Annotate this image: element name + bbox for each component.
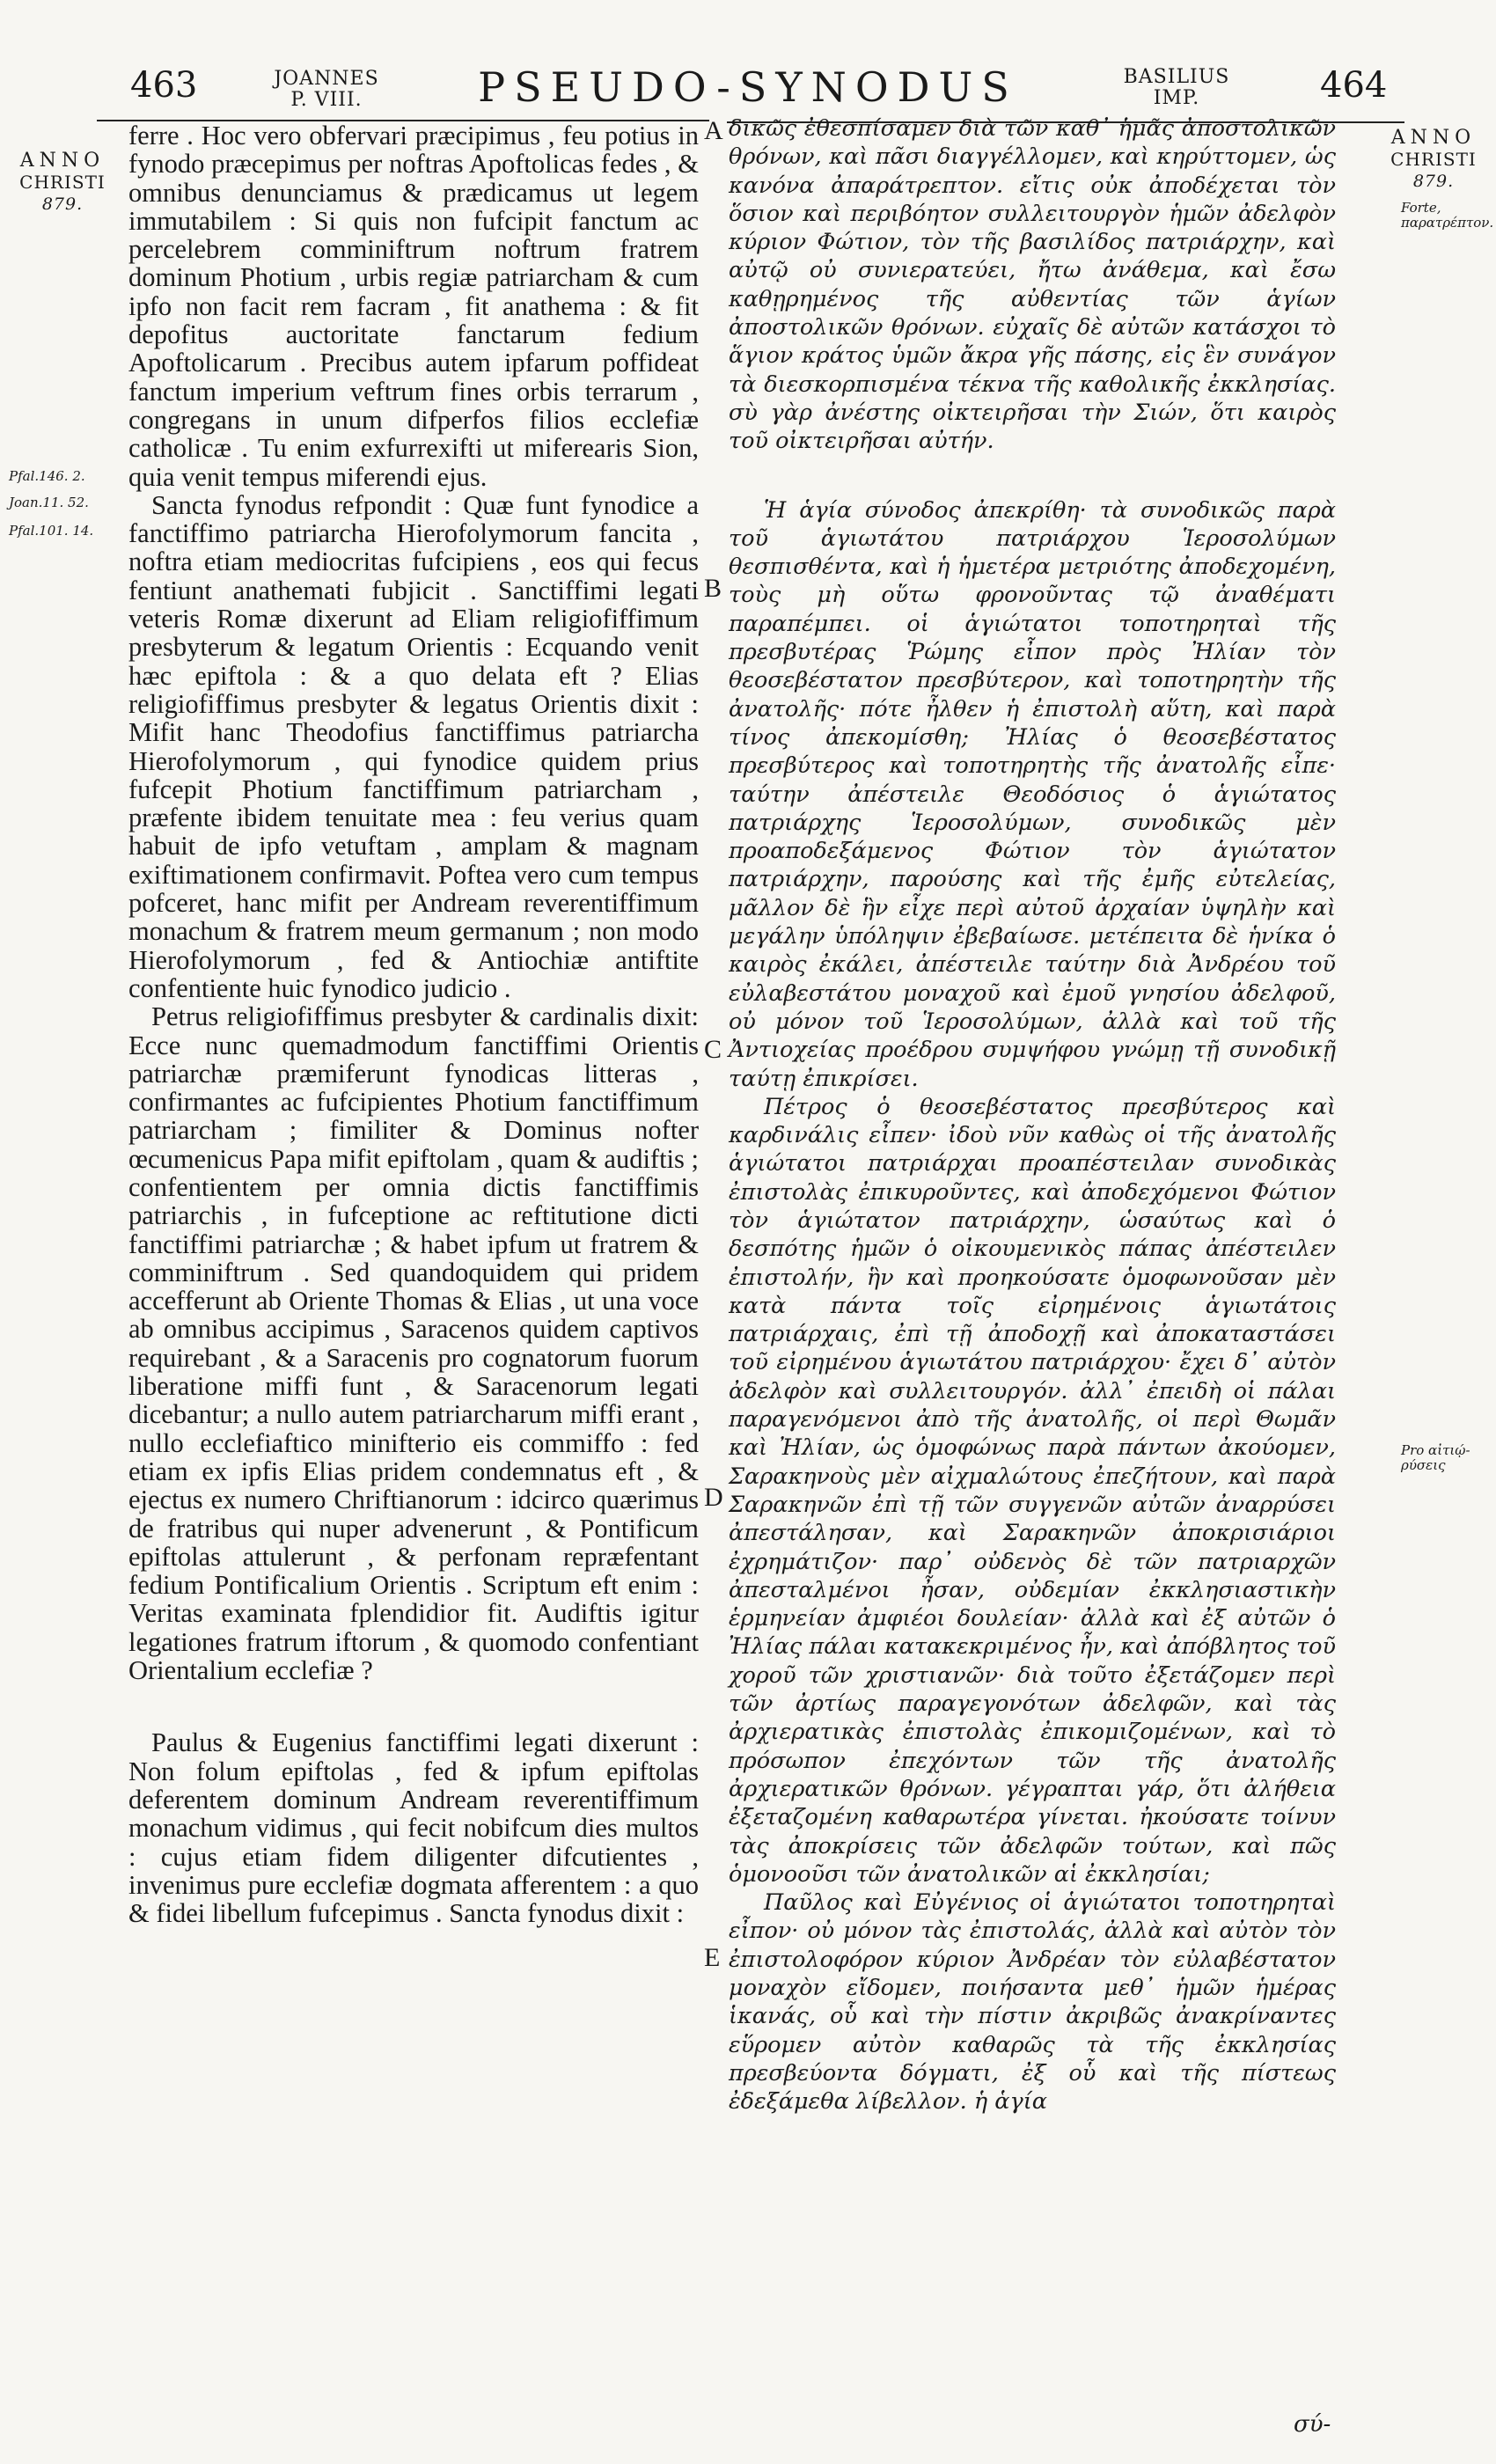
running-head-line: JOANNES: [274, 68, 379, 90]
margin-year: 879.: [1412, 172, 1455, 191]
section-letter-a: A: [704, 116, 723, 145]
latin-paragraph: Sancta fynodus refpondit : Quæ funt fynodice a fanctiffimo patriarcha Hierofolymorum fancita , noftra etiam mediocritas fufcipiens , eos qui fecus fentiunt anathemati fubjicit . Sanctiffimi legati veteris Romæ dixerunt ad Eliam religiofiffimum presbyterum & legatum Orientis : Ecquando venit hæc epiftola : & a quo delata eft ? Elias religiofiffimus presbyter & legatus Orientis dixit : Mifit hanc Theodofius fanctiffimus patriarcha Hierofolymorum , qui fynodice quidem prius fufcepit Photium fanctiffimum patriarcham , præfente ibidem tenuitate mea : feu verius quam habuit de ipfo vetuftam , amplam & magnam exiftimationem confirmavit. Poftea vero cum tempus pofceret, hanc mifit per Andream reverentiffimum monachum & fratrem meum germanum ; non modo Hierofolymorum , fed & Antiochiæ antiftite confentiente huic fynodico judicio .: [128, 489, 699, 1003]
greek-paragraph: Παῦλος καὶ Εὐγένιος οἱ ἁγιώτατοι τοποτηρηταὶ εἶπον· οὐ μόνον τὰς ἐπιστολάς, ἀλλὰ καὶ αὐτὸν τὸν ἐπιστολοφόρον κύριον Ἀνδρέαν τὸν εὐλαβέστατον μοναχὸν εἴδομεν, ποιήσαντα μεθ᾿ ἡμῶν ἡμέρας ἱκανάς, οὗ καὶ τὴν πίστιν ἀκριβῶς ἀνακρίναντες εὕρομεν αὐτὸν καθαρῶς τὰ τῆς ἐκκλησίας πρεσβεύοντα δόγματι, ἐξ οὗ καὶ τῆς πίστεως ἐδεξάμεθα λίβελλον. ἡ ἁγία: [729, 1889, 1336, 2116]
latin-paragraph: Paulus & Eugenius fanctiffimi legati dixerunt : Non folum epiftolas , fed & ipfum epiftolas deferentem dominum Andream reverentiffimum monachum vidimus , qui fecit nobifcum dies multos : cujus etiam fidem diligenter difcutientes , invenimus pure ecclefiæ dogmata afferentem : a quo & fidei libellum fufcepimus . Sancta fynodus dixit :: [128, 1727, 699, 1929]
margin-christi: CHRISTI: [1390, 149, 1477, 170]
latin-column: [128, 121, 699, 1927]
section-letter-e: E: [704, 1943, 721, 1972]
citation-john-11: Joan.11. 52.: [9, 495, 89, 510]
running-head-line: IMP.: [1153, 87, 1200, 109]
margin-year: 879.: [41, 194, 84, 214]
section-letter-c: C: [704, 1035, 722, 1064]
left-margin-year: [7, 150, 118, 216]
catchword: σύ-: [1294, 2411, 1331, 2438]
section-letter-d: D: [704, 1483, 723, 1512]
right-page-number: 464: [1320, 65, 1388, 106]
margin-anno: ANNO: [1390, 127, 1477, 149]
running-head-line: BASILIUS: [1123, 66, 1230, 88]
latin-paragraph: Petrus religiofiffimus presbyter & cardinalis dixit: Ecce nunc quemadmodum fanctiffimi Orientis patriarchæ præmiferunt fynodicas litteras , confirmantes ac fufcipientes Photium fanctiffimum patriarcham ; fimiliter & Dominus nofter œcumenicus Papa mifit epiftolam , quam & audiftis ; confentientem per omnia dictis fanctiffimis patriarchis , in fufceptione ac reftitutione dicti fanctiffimi patriarchæ ; & habet ipfum ut fratrem & comminiftrum . Sed quandoquidem qui pridem accefferunt ab Oriente Thomas & Elias , ut una voce ab omnibus accipimus , Saracenos quidem captivos requirebant , & a Saracenis pro cognatorum fuorum liberatione miffi funt , & Saracenorum legati dicebantur; a nullo autem patriarcharum miffi erant , nullo ecclefiaftico minifterio eis commiffo : fed etiam ex ipfis Elias pridem condemnatus eft , & ejectus ex numero Chriftianorum : idcirco quærimus de fratribus qui nuper advenerunt , & Pontificum epiftolas attulerunt , & perfonam repræfentant fedium Pontificalium Orientis . Scriptum eft enim : Veritas examinata fplendidior fit. Audiftis igitur legationes fratrum iftorum , & quomodo confentiant Orientalium ecclefiæ ?: [128, 1001, 699, 1686]
margin-anno: ANNO: [19, 150, 106, 172]
margin-note-pro: Pro αἰτιῴ- ρύσεις: [1401, 1442, 1470, 1473]
greek-paragraph: Ἡ ἁγία σύνοδος ἀπεκρίθη· τὰ συνοδικῶς παρὰ τοῦ ἁγιωτάτου πατριάρχου Ἱεροσολύμων θεσπισθέντα, καὶ ἡ ἡμετέρα μετριότης ἀποδεχομένη, τοὺς μὴ οὕτω φρονοῦντας τῷ ἀναθέματι παραπέμπει. οἱ ἁγιώτατοι τοποτηρηταὶ τῆς πρεσβυτέρας Ῥώμης εἶπον πρὸς Ἠλίαν τὸν θεοσεβέστατον πρεσβύτερον, καὶ τοποτηρητὴν τῆς ἀνατολῆς· πότε ἦλθεν ἡ ἐπιστολὴ αὕτη, καὶ παρὰ τίνος ἀπεκομίσθη; Ἠλίας ὁ θεοσεβέστατος πρεσβύτερος καὶ τοποτηρητὴς τῆς ἀνατολῆς εἶπε· ταύτην ἀπέστειλε Θεοδόσιος ὁ ἁγιώτατος πατριάρχης Ἱεροσολύμων, συνοδικῶς μὲν προαποδεξάμενος Φώτιον τὸν ἁγιώτατον πατριάρχην, παρούσης καὶ τῆς ἐμῆς εὐτελείας, μᾶλλον δὲ ἣν εἶχε περὶ αὐτοῦ ἀρχαίαν ὑψηλὴν καὶ μεγάλην ὑπόληψιν ἐβεβαίωσε. μετέπειτα δὲ ἡνίκα ὁ καιρὸς ἐκάλει, ἀπέστειλε ταύτην διὰ Ἀνδρέου τοῦ εὐλαβεστάτου μοναχοῦ καὶ ἐμοῦ γνησίου ἀδελφοῦ, οὐ μόνον τοῦ Ἱεροσολύμων, ἀλλὰ καὶ τοῦ τῆς Ἀντιοχείας προέδρου συμψήφου γνώμῃ τῇ συνοδικῇ ταύτῃ ἐπικρίσει.: [729, 496, 1336, 1092]
margin-christi: CHRISTI: [19, 172, 106, 193]
greek-paragraph: δικῶς ἐθεσπίσαμεν διὰ τῶν καθ᾿ ἡμᾶς ἀποστολικῶν θρόνων, καὶ πᾶσι διαγγέλλομεν, καὶ κηρύττομεν, ὡς κανόνα ἀπαράτρεπτον. εἴτις οὐκ ἀποδέχεται τὸν ὅσιον καὶ περιβόητον συλλειτουργὸν ἡμῶν ἀδελφὸν κύριον Φώτιον, τὸν τῆς βασιλίδος πατριάρχην, καὶ αὐτῷ οὐ συνιερατεύει, ἤτω ἀνάθεμα, καὶ ἔσω καθῃρημένος τῆς αὐθεντίας τῶν ἁγίων ἀποστολικῶν θρόνων. εὐχαῖς δὲ αὐτῶν κατάσχοι τὸ ἅγιον κράτος ὑμῶν ἄκρα γῆς πάσης, εἰς ἓν συνάγον τὰ διεσκορπισμένα τέκνα τῆς καθολικῆς ἐκκλησίας. σὺ γὰρ ἀνέστης οἰκτειρῆσαι τὴν Σιών, ὅτι καιρὸς τοῦ οἰκτειρῆσαι αὐτήν.: [729, 115, 1336, 455]
citation-psalm-146: Pfal.146. 2.: [9, 468, 85, 484]
left-running-head: [260, 69, 392, 111]
running-head-line: P. VIII.: [290, 89, 363, 111]
page-title: PSEUDO-SYNODUS: [478, 63, 1018, 111]
margin-note-forte: Forte, παρατρέπτον.: [1401, 200, 1494, 231]
citation-psalm-101: Pfal.101. 14.: [9, 523, 94, 539]
section-letter-b: B: [704, 574, 722, 603]
right-running-head: [1111, 67, 1243, 109]
latin-paragraph: ferre . Hoc vero obfervari præcipimus , feu potius in fynodo præcepimus per noftras Apoftolicas fedes , & omnibus denunciamus & prædicamus ut legem immutabilem : Si quis non fufcipit fanctum ac percelebrem comminiftrum noftrum fratrem dominum Photium , urbis regiæ patriarcham & cum ipfo non facit rem facram , fit anathema : & fit depofitus auctoritate fanctarum fedium Apoftolicarum . Precibus autem ipfarum poffideat fanctum imperium veftrum fines orbis terrarum , congregans in unum difperfos filios ecclefiæ catholicæ . Tu enim exfurrexifti ut miferearis Sion, quia venit tempus miferendi ejus.: [128, 121, 699, 492]
right-margin-year: [1378, 127, 1489, 193]
greek-paragraph: Πέτρος ὁ θεοσεβέστατος πρεσβύτερος καὶ καρδινάλις εἶπεν· ἰδοὺ νῦν καθὼς οἱ τῆς ἀνατολῆς ἁγιώτατοι πατριάρχαι προαπέστειλαν συνοδικὰς ἐπιστολὰς ἐπικυροῦντες, καὶ ἀποδεχόμενοι Φώτιον τὸν ἁγιώτατον πατριάρχην, ὡσαύτως καὶ ὁ δεσπότης ἡμῶν ὁ οἰκουμενικὸς πάπας ἀπέστειλεν ἐπιστολήν, ἣν καὶ προηκούσατε ὁμοφωνοῦσαν μὲν κατὰ πάντα τοῖς εἰρημένοις ἁγιωτάτοις πατριάρχαις, ἐπὶ τῇ ἀποδοχῇ καὶ ἀποκαταστάσει τοῦ εἰρημένου ἁγιωτάτου πατριάρχου· ἔχει δ᾿ αὐτὸν ἀδελφὸν καὶ συλλειτουργόν. ἀλλ᾿ ἐπειδὴ οἱ πάλαι παραγενόμενοι ἀπὸ τῆς ἀνατολῆς, οἱ περὶ Θωμᾶν καὶ Ἠλίαν, ὡς ὁμοφώνως παρὰ πάντων ἀκούομεν, Σαρακηνοὺς μὲν αἰχμαλώτους ἐπεζήτουν, καὶ παρὰ Σαρακηνῶν ἐπὶ τῇ τῶν συγγενῶν αὐτῶν ἀναρρύσει ἀπεστάλησαν, καὶ Σαρακηνῶν ἀποκρισιάριοι ἐχρημάτιζον· παρ᾿ οὐδενὸς δὲ τῶν πατριαρχῶν ἀπεσταλμένοι ἦσαν, οὐδεμίαν ἐκκλησιαστικὴν ἑρμηνείαν ἀμφιέοι δουλείαν· ἀλλὰ καὶ ἐξ αὐτῶν ὁ Ἠλίας πάλαι κατακεκριμένος ἦν, καὶ ἀπόβλητος τοῦ χοροῦ τῶν χριστιανῶν· διὰ τοῦτο ἐξετάζομεν περὶ τῶν ἀρτίως παραγεγονότων ἀδελφῶν, καὶ τὰς ἀρχιερατικὰς ἐπιστολὰς ἐπικομιζομένων, καὶ τὸ πρόσωπον ἐπεχόντων τῶν τῆς ἀνατολῆς ἀρχιερατικῶν θρόνων. γέγραπται γάρ, ὅτι ἀλήθεια ἐξεταζομένη καθαρωτέρα γίνεται. ἠκούσατε τοίνυν τὰς ἀποκρίσεις τῶν ἀδελφῶν τούτων, καὶ πῶς ὁμονοοῦσι τῶν ἀνατολικῶν αἱ ἐκκλησίαι;: [729, 1093, 1336, 1888]
greek-column: [729, 114, 1336, 2116]
left-page-number: 463: [130, 65, 198, 106]
